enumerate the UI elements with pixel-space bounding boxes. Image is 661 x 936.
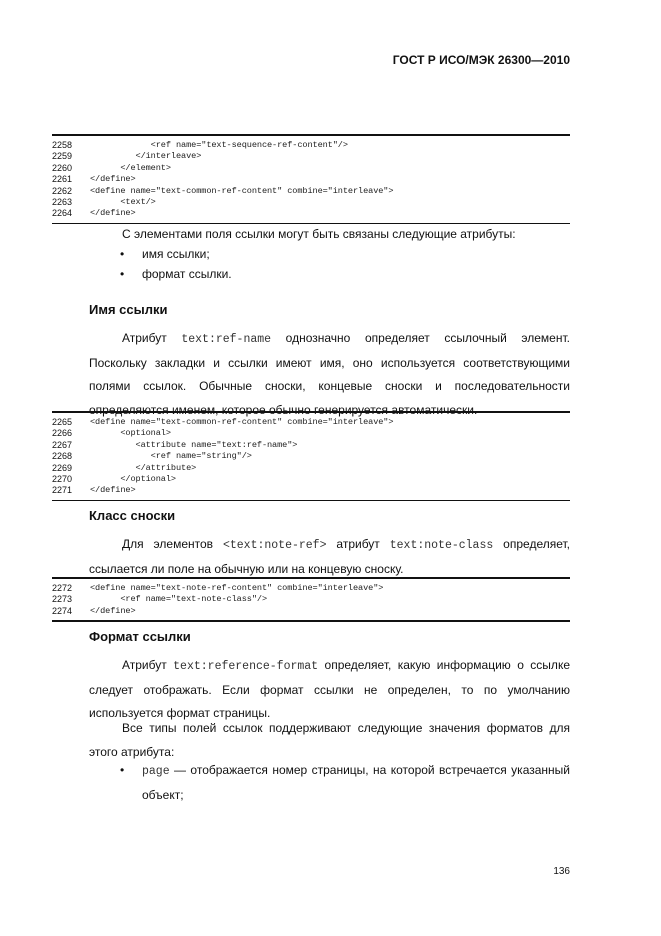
- inline-code: text:note-class: [389, 539, 494, 552]
- body-paragraph: [89, 654, 570, 726]
- text-run: Атрибут: [122, 331, 182, 345]
- line-number: 2266: [52, 428, 73, 439]
- code-text: </optional>: [90, 473, 176, 484]
- intro-paragraph: С элементами поля ссылки могут быть связаны следующие атрибуты:: [122, 227, 516, 241]
- code-line: [52, 151, 570, 162]
- code-line: [52, 606, 570, 617]
- code-text: <ref name="text-note-class"/>: [90, 594, 267, 605]
- text-run: Атрибут: [122, 658, 174, 672]
- code-block-bottom-rule: [52, 500, 570, 501]
- line-number: 2264: [52, 208, 73, 219]
- code-text: <attribute name="text:ref-name">: [90, 439, 298, 450]
- line-number: 2265: [52, 417, 73, 427]
- code-block-1: [52, 134, 570, 224]
- code-block-top-rule: [52, 577, 570, 579]
- body-paragraph: [89, 533, 570, 581]
- code-line: [52, 485, 570, 496]
- line-number: 2267: [52, 439, 73, 450]
- code-text: <define name="text-common-ref-content" combine="interleave">: [90, 185, 394, 196]
- code-line: [52, 428, 570, 439]
- bullet-item: [120, 759, 570, 807]
- line-number: 2273: [52, 594, 73, 605]
- code-text: </define>: [90, 605, 136, 616]
- code-text: </define>: [90, 174, 136, 185]
- line-number: 2271: [52, 485, 73, 496]
- code-text: </define>: [90, 485, 136, 496]
- inline-code: page: [142, 765, 170, 778]
- bullet-text: [142, 759, 570, 807]
- section-heading: Класс сноски: [89, 508, 176, 523]
- line-number: 2261: [52, 174, 73, 185]
- code-line: [52, 197, 570, 208]
- bullet-icon: •: [120, 267, 125, 281]
- section-heading: Имя ссылки: [89, 302, 168, 317]
- bullet-text: имя ссылки;: [142, 247, 210, 261]
- line-number: 2259: [52, 151, 73, 162]
- bullet-icon: •: [120, 247, 125, 261]
- document-header: ГОСТ Р ИСО/МЭК 26300—2010: [392, 53, 570, 67]
- body-paragraph: [89, 327, 570, 422]
- line-number: 2260: [52, 162, 73, 173]
- bullet-text: формат ссылки.: [142, 267, 232, 281]
- code-block-top-rule: [52, 411, 570, 413]
- code-line: [52, 463, 570, 474]
- code-block-top-rule: [52, 134, 570, 136]
- body-paragraph: Все типы полей ссылок поддерживают следующие значения форматов для этого атрибута:: [89, 721, 570, 759]
- code-line: [52, 208, 570, 219]
- text-run: определяет, какую информацию о ссылке следует отображать. Если формат ссылки не определен, то по умолчанию используется формат страницы.: [89, 658, 570, 720]
- code-block-2: [52, 411, 570, 501]
- code-text: <optional>: [90, 428, 171, 439]
- code-line: [52, 583, 570, 594]
- line-number: 2263: [52, 196, 73, 207]
- code-text: </attribute>: [90, 462, 197, 473]
- line-number: 2262: [52, 185, 73, 196]
- code-line: [52, 174, 570, 185]
- text-run: определяет, ссылается ли поле на обычную или на концевую сноску.: [89, 537, 570, 576]
- section-heading: Формат ссылки: [89, 629, 191, 644]
- line-number: 2274: [52, 605, 73, 616]
- code-text: <text/>: [90, 196, 156, 207]
- code-text: </define>: [90, 208, 136, 219]
- line-number: 2272: [52, 583, 73, 593]
- code-line: [52, 474, 570, 485]
- code-line: [52, 186, 570, 197]
- code-line: [52, 417, 570, 428]
- line-number: 2258: [52, 140, 73, 150]
- code-text: <ref name="text-sequence-ref-content"/>: [90, 140, 348, 150]
- code-text: <ref name="string"/>: [90, 451, 252, 462]
- text-run: Для элементов: [122, 537, 223, 551]
- text-run: однозначно определяет ссылочный элемент. Поскольку закладки и ссылки имеют имя, оно используется соответствующими полями ссылок. Обычные сноски, концевые сноски и последовательности определяются именем, которое обычно генерируется автоматически.: [89, 331, 570, 417]
- code-block-bottom-rule: [52, 620, 570, 622]
- code-line: [52, 163, 570, 174]
- text-run: атрибут: [326, 537, 390, 551]
- line-number: 2269: [52, 462, 73, 473]
- code-line: [52, 594, 570, 605]
- line-number: 2270: [52, 473, 73, 484]
- page-number: 136: [553, 866, 570, 877]
- code-text: </interleave>: [90, 151, 202, 162]
- code-block-3: [52, 577, 570, 622]
- code-line: [52, 451, 570, 462]
- line-number: 2268: [52, 451, 73, 462]
- bullet-icon: •: [120, 763, 125, 777]
- code-text: <define name="text-note-ref-content" combine="interleave">: [90, 583, 384, 593]
- code-text: </element>: [90, 162, 171, 173]
- inline-code: text:reference-format: [173, 660, 319, 673]
- code-text: <define name="text-common-ref-content" combine="interleave">: [90, 417, 394, 427]
- inline-code: text:ref-name: [181, 333, 272, 346]
- inline-code: <text:note-ref>: [222, 539, 327, 552]
- text-run: — отображается номер страницы, на которой встречается указанный объект;: [142, 763, 570, 802]
- code-line: [52, 140, 570, 151]
- code-line: [52, 440, 570, 451]
